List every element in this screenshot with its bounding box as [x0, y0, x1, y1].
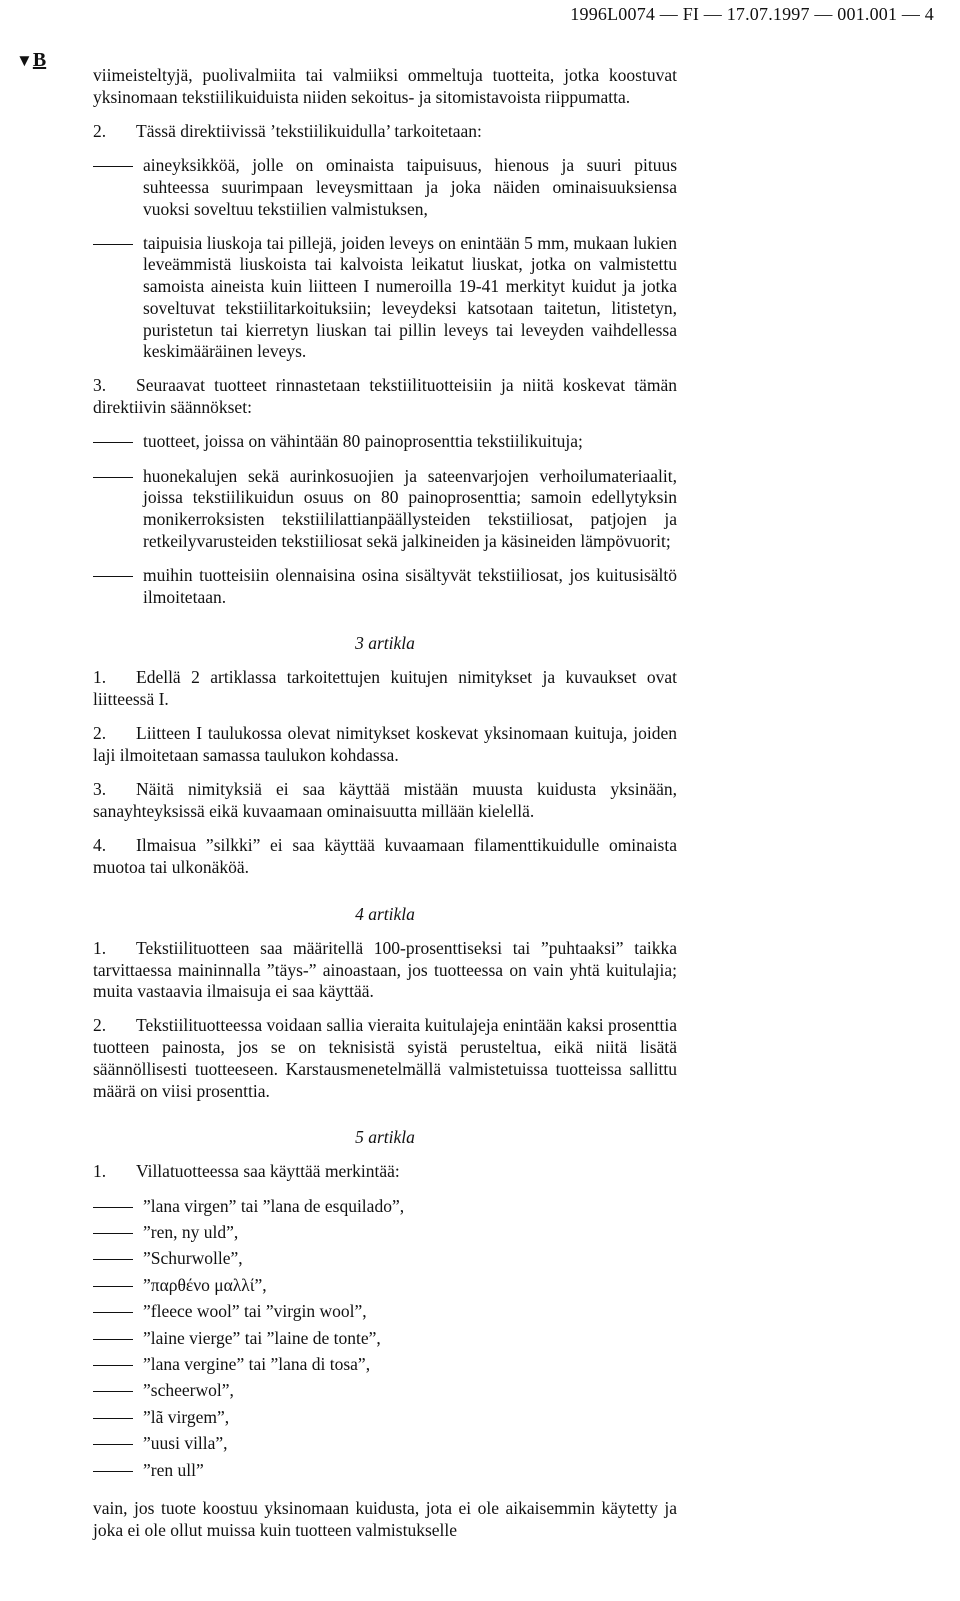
dash-icon [93, 1196, 143, 1218]
list-item [93, 1328, 677, 1350]
paragraph-text: Villatuotteessa saa käyttää merkintää: [136, 1161, 400, 1182]
article-4-paragraph-1 [93, 938, 677, 1003]
dash-icon [93, 233, 143, 363]
article-3-paragraph-4 [93, 835, 677, 878]
paragraph-text: Tekstiilituotteen saa määritellä 100-prosenttiseksi tai ”puhtaaksi” taikka tarvittaessa maininnalla ”täys-” ainoastaan, jos tuotteessa on vain yhtä kuitulajia; muita vastaavia ilmaisuja ei saa käyttää. [93, 937, 677, 1002]
dash-icon [93, 1460, 143, 1482]
paragraph-number: 3. [93, 375, 107, 396]
list-item [93, 155, 677, 220]
list-item-text: ”lana vergine” tai ”lana di tosa”, [143, 1353, 371, 1374]
list-item-text: ”lã virgem”, [143, 1406, 230, 1427]
paragraph-number: 2. [93, 723, 107, 744]
article-3-paragraph-3 [93, 779, 677, 822]
list-item [93, 1275, 677, 1297]
document-reference-header: 1996L0074 — FI — 17.07.1997 — 001.001 — 4 [570, 4, 934, 24]
list-item-text: taipuisia liuskoja tai pillejä, joiden leveys on enintään 5 mm, mukaan lukien leveämmistä liuskoista tai kalvoista leikatut liuskat, jotka on valmistettu samoista aineista kuin liitteen I numeroilla 19-41 merkityt kuidut ja jotka soveltuvat tekstiilitarkoituksiin; leveydeksi katsotaan taitetun, litistetyn, puristetun tai kierretyn liuskan tai pillin leveys tai leveyden vaihdellessa keskimääräinen leveys. [143, 232, 677, 362]
document-body [93, 65, 677, 1554]
intro-paragraph: viimeisteltyjä, puolivalmiita tai valmiiksi ommeltuja tuotteita, jotka koostuvat yksinomaan tekstiilikuiduista niiden sekoitus- ja sitomistavoista riippumatta. [93, 65, 677, 107]
dash-icon [93, 466, 143, 553]
article-5-heading: 5 artikla [355, 1127, 415, 1148]
dash-icon [93, 1407, 143, 1429]
list-item [93, 233, 677, 363]
article-3-paragraph-1 [93, 667, 677, 710]
dash-icon [93, 1380, 143, 1402]
paragraph-number: 4. [93, 835, 107, 856]
list-item [93, 431, 677, 453]
list-item-text: ”Schurwolle”, [143, 1248, 243, 1269]
paragraph-number: 1. [93, 1161, 107, 1182]
dash-icon [93, 1354, 143, 1376]
amendment-marker [16, 50, 46, 72]
article-3-paragraph-2 [93, 723, 677, 766]
paragraph-3 [93, 375, 677, 418]
list-item-text: ”laine vierge” tai ”laine de tonte”, [143, 1327, 381, 1348]
paragraph-number: 1. [93, 667, 107, 688]
list-item [93, 1433, 677, 1455]
paragraph-text: Näitä nimityksiä ei saa käyttää mistään muusta kuidusta yksinään, sanayhteyksissä eikä kuvaamaan ominaisuutta millään kielellä. [93, 779, 677, 821]
paragraph-text: Tässä direktiivissä ’tekstiilikuidulla’ tarkoitetaan: [136, 120, 482, 141]
dash-icon [93, 565, 143, 608]
wool-terms-list [93, 1196, 677, 1482]
list-item-text: tuotteet, joissa on vähintään 80 painoprosenttia tekstiilikuituja; [143, 431, 583, 452]
list-item-text: ”ren ull” [143, 1459, 204, 1480]
list-item [93, 1248, 677, 1270]
dash-icon [93, 155, 143, 220]
list-item [93, 1301, 677, 1323]
paragraph-number: 2. [93, 120, 107, 141]
list-item-text: ”scheerwol”, [143, 1380, 234, 1401]
list-item [93, 1407, 677, 1429]
paragraph-text: Tekstiilituotteessa voidaan sallia vieraita kuitulajeja enintään kaksi prosenttia tuotteen painosta, jos se on teknisistä syistä perusteltua, eikä niitä lisätä säännöllisesti tuotteeseen. Karstausmenetelmällä valmistetuissa tuotteissa sallittu määrä on viisi prosenttia. [93, 1015, 677, 1101]
list-item-text: ”ren, ny uld”, [143, 1222, 239, 1243]
dash-icon [93, 1433, 143, 1455]
list-item-text: ”lana virgen” tai ”lana de esquilado”, [143, 1195, 405, 1216]
paragraph-text: Seuraavat tuotteet rinnastetaan tekstiilituotteisiin ja niitä koskevat tämän direktiivin säännökset: [93, 375, 677, 418]
article-4-paragraph-2 [93, 1015, 677, 1102]
triangle-down-icon: ▼ [16, 51, 33, 70]
paragraph-2 [93, 121, 677, 143]
paragraph-number: 1. [93, 937, 107, 958]
dash-icon [93, 1222, 143, 1244]
closing-paragraph: vain, jos tuote koostuu yksinomaan kuidusta, jota ei ole aikaisemmin käytetty ja joka ei ole ollut muissa kuin tuotteen valmistukselle [93, 1498, 677, 1540]
list-item [93, 466, 677, 553]
article-3-heading: 3 artikla [355, 633, 415, 654]
paragraph-text: Liitteen I taulukossa olevat nimitykset koskevat yksinomaan kuituja, joiden laji ilmoitetaan samassa taulukon kohdassa. [93, 723, 677, 766]
dash-icon [93, 431, 143, 453]
list-item [93, 1222, 677, 1244]
list-item-text: ”παρθένο μαλλί”, [143, 1274, 267, 1295]
list-item [93, 1460, 677, 1482]
dash-icon [93, 1248, 143, 1270]
list-item-text: ”fleece wool” tai ”virgin wool”, [143, 1301, 367, 1322]
paragraph-text: Ilmaisua ”silkki” ei saa käyttää kuvaamaan filamenttikuidulle ominaista muotoa tai ulkonäköä. [93, 835, 677, 877]
list-item [93, 1380, 677, 1402]
marker-label: B [32, 49, 47, 71]
list-item [93, 1354, 677, 1376]
paragraph-number: 3. [93, 779, 107, 800]
list-item [93, 1196, 677, 1218]
dash-icon [93, 1301, 143, 1323]
list-item-text: muihin tuotteisiin olennaisina osina sisältyvät tekstiiliosat, jos kuitusisältö ilmoitetaan. [143, 564, 677, 607]
list-item-text: aineyksikköä, jolle on ominaista taipuisuus, hienous ja suuri pituus suhteessa suurimpaan leveysmittaan ja joka näiden ominaisuuksiensa vuoksi soveltuu tekstiilien valmistuksen, [143, 155, 677, 219]
list-item-text: ”uusi villa”, [143, 1433, 228, 1454]
dash-icon [93, 1275, 143, 1297]
list-item-text: huonekalujen sekä aurinkosuojien ja sateenvarjojen verhoilumateriaalit, joissa tekstiilikuidun osuus on 80 painoprosenttia; samoin edellytyksin monikerroksisten tekstiililattianpäällysteiden tekstiiliosat, patjojen ja retkeilyvarusteiden tekstiiliosat sekä jalkineiden ja käsineiden lämpövuorit; [143, 465, 677, 551]
paragraph-text: Edellä 2 artiklassa tarkoitettujen kuitujen nimitykset ja kuvaukset ovat liitteessä I. [93, 667, 677, 710]
dash-icon [93, 1328, 143, 1350]
list-item [93, 565, 677, 608]
article-4-heading: 4 artikla [355, 903, 415, 924]
paragraph-number: 2. [93, 1015, 107, 1036]
article-5-paragraph-1 [93, 1161, 677, 1183]
